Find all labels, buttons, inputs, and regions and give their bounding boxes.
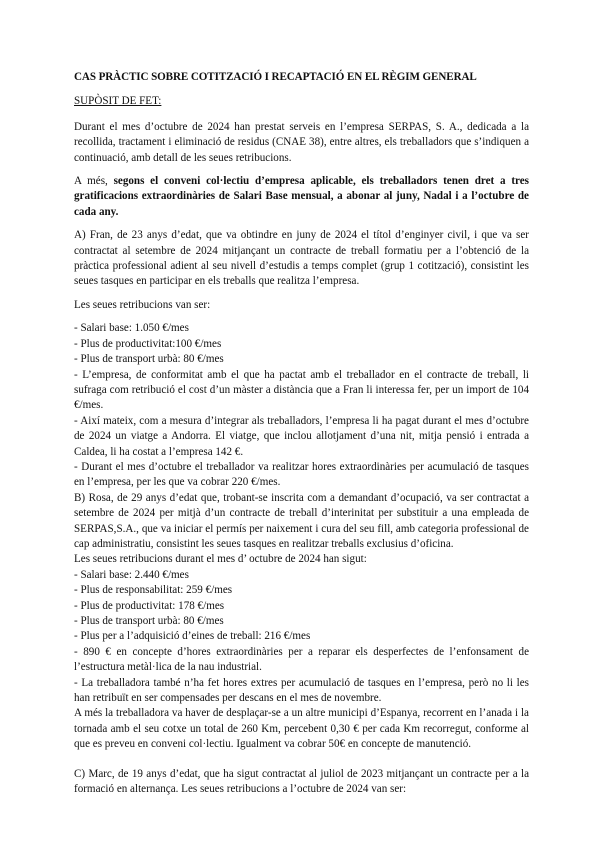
case-b-retribution-list: [74, 568, 529, 707]
case-a-paragraph: A) Fran, de 23 anys d’edat, que va obtindre en juny de 2024 el títol d’enginyer civil, i que va ser contractat al setembre de 2024 mitjançant un contracte de treball formatiu per a l’obtenció de la pràctica professional adient al seu nivell d’estudis a temps complet (grup 1 cotització), consistint les seues tasques en participar en els treballs que realitza l’empresa.: [74, 229, 529, 288]
case-b-retributions-intro: Les seues retribucions durant el mes d’ octubre de 2024 han sigut:: [74, 553, 367, 566]
list-item: - La treballadora també n’ha fet hores extres per acumulació de tasques en l’empresa, però no li les han retribuït en ser compensades per descans en el mes de novembre.: [74, 676, 529, 705]
list-item: - Així mateix, com a mesura d’integrar als treballadors, l’empresa li ha pagat durant el mes d’octubre de 2024 un viatge a Andorra. El viatge, que inclou allotjament d’una nit, mitja pensió i entrada a Caldea, li ha costat a l’empresa 142 €.: [74, 414, 529, 458]
case-a-retribution-list: [74, 321, 529, 490]
agreement-note: [74, 174, 529, 220]
case-b-paragraph: B) Rosa, de 29 anys d’edat que, trobant-se inscrita com a demandant d’ocupació, va ser contractat a setembre de 2024 per mitjà d’un contracte de treball d’interinitat per substituir a una empleada de SERPAS,S.A., que va iniciar el permís per naixement i cura del seu fill, amb categoria professional de cap administratiu, consistint les seues tasques en realitzar treballs exclusius d’oficina.: [74, 491, 529, 550]
case-c-paragraph: C) Marc, de 19 anys d’edat, que ha sigut contractat al juliol de 2023 mitjançant un contracte per a la formació en alternança. Les seues retribucions a l’octubre de 2024 van ser:: [74, 767, 529, 796]
document-title: CAS PRÀCTIC SOBRE COTITZACIÓ I RECAPTACIÓ EN EL RÈGIM GENERAL: [74, 71, 477, 83]
case-b-closing-paragraph: A més la treballadora va haver de desplaçar-se a un altre municipi d’Espanya, recorrent en l’anada i la tornada amb el seu cotxe un total de 260 Km, percebent 0,30 € per cada Km recorregut, conforme al que es preveu en conveni col·lectiu. Igualment va cobrar 50€ en concepte de manutenció.: [74, 707, 529, 751]
list-item: - Plus de transport urbà: 80 €/mes: [74, 353, 224, 366]
list-item: - Salari base: 1.050 €/mes: [74, 322, 189, 335]
list-item: - Plus per a l’adquisició d’eines de treball: 216 €/mes: [74, 630, 311, 643]
section-subheading: SUPÒSIT DE FET:: [74, 95, 162, 108]
list-item: - 890 € en concepte d’hores extraordinàries per a reparar els desperfectes de l’enfonsament de l’estructura metàl·lica de la nau industrial.: [74, 645, 529, 674]
agreement-note-prefix: A més,: [74, 175, 114, 188]
intro-paragraph: Durant el mes d’octubre de 2024 han prestat serveis en l’empresa SERPAS, S. A., dedicada a la recollida, tractament i eliminació de residus (CNAE 38), entre altres, els treballadors que s’indiquen a continuació, amb detall de les seues retribucions.: [74, 120, 529, 164]
list-item: - Plus de productivitat: 178 €/mes: [74, 599, 225, 612]
list-item: - Plus de productivitat:100 €/mes: [74, 337, 222, 350]
document-body: [74, 70, 529, 797]
case-a-retributions-intro: Les seues retribucions van ser:: [74, 298, 211, 311]
list-item: - L’empresa, de conformitat amb el que ha pactat amb el treballador en el contracte de treball, li sufraga com retribució el cost d’un màster a distància que a Fran li interessa fer, per un import de 104 €/mes.: [74, 368, 529, 412]
list-item: - Plus de responsabilitat: 259 €/mes: [74, 584, 233, 597]
list-item: - Salari base: 2.440 €/mes: [74, 568, 189, 581]
list-item: - Durant el mes d’octubre el treballador va realitzar hores extraordinàries per acumulació de tasques en l’empresa, per les que va cobrar 220 €/mes.: [74, 460, 529, 489]
list-item: - Plus de transport urbà: 80 €/mes: [74, 615, 224, 627]
agreement-note-bold: segons el conveni col·lectiu d’empresa aplicable, els treballadors tenen dret a tres gratificacions extraordinàries de Salari Base mensual, a abonar al juny, Nadal i a l’octubre de cada any.: [74, 175, 529, 218]
